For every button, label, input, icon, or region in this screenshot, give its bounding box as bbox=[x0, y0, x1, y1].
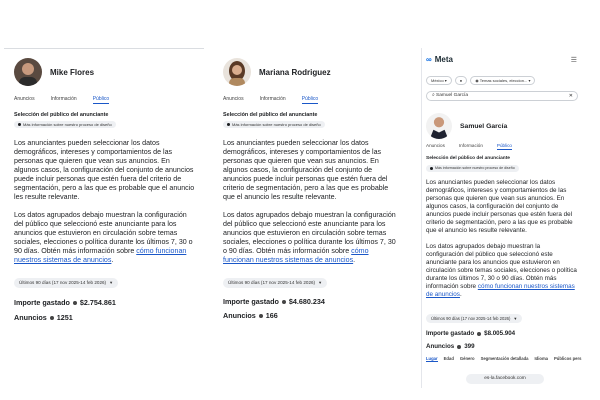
amount-spent-label: Importe gastado bbox=[14, 298, 70, 307]
tab-publico[interactable]: Público bbox=[496, 143, 512, 148]
tab-informacion[interactable]: Información bbox=[50, 96, 77, 102]
tab-segmentacion[interactable]: Segmentación detallada bbox=[480, 356, 529, 361]
ads-count bbox=[426, 343, 475, 350]
design-process-link[interactable] bbox=[14, 121, 116, 128]
amount-spent bbox=[14, 298, 116, 307]
aggregated-data-description bbox=[14, 211, 196, 265]
ads-count-label: Anuncios bbox=[14, 313, 47, 322]
avatar[interactable] bbox=[223, 58, 251, 86]
meta-logo-text: Meta bbox=[434, 55, 453, 64]
ads-count-label: Anuncios bbox=[223, 311, 256, 320]
aggregated-data-description bbox=[223, 211, 397, 265]
caret-down-icon: ▼ bbox=[109, 280, 114, 285]
badge-label: Más información sobre nuestro proceso de diseño bbox=[435, 166, 515, 170]
ads-count bbox=[223, 311, 278, 320]
tab-informacion[interactable]: Información bbox=[458, 143, 483, 148]
tab-edad[interactable]: Edad bbox=[443, 356, 454, 361]
ads-count-value: 399 bbox=[464, 343, 475, 350]
info-icon[interactable] bbox=[259, 314, 263, 318]
info-icon[interactable] bbox=[457, 345, 461, 349]
ads-count-label: Anuncios bbox=[426, 343, 455, 350]
period: . bbox=[353, 256, 356, 264]
info-icon bbox=[227, 123, 230, 126]
date-range-dropdown[interactable] bbox=[14, 278, 118, 288]
search-icon: ⌕ bbox=[432, 93, 435, 98]
section-title: Selección del público del anunciante bbox=[223, 112, 318, 118]
advertiser-panel-mike-flores bbox=[4, 48, 204, 338]
tab-bar bbox=[223, 96, 318, 104]
category-filter[interactable]: ◉ Temas sociales, eleccion... ▾ bbox=[470, 76, 535, 85]
advertiser-panel-samuel-garcia bbox=[421, 48, 583, 388]
aggregated-text: Los datos agrupados debajo muestran la configuración del público que seleccionó este anunciante para los anuncios que estuvieron en circulación sobre temas sociales, elecciones o política durante los últimos 7, 30 o 90 días. Obtén más información sobre bbox=[426, 243, 577, 290]
tab-bar bbox=[14, 96, 109, 104]
advertiser-name[interactable]: Samuel García bbox=[460, 122, 508, 130]
info-icon[interactable] bbox=[477, 332, 481, 336]
ads-count bbox=[14, 313, 73, 322]
date-range-dropdown[interactable] bbox=[426, 314, 522, 323]
design-process-link[interactable] bbox=[426, 165, 519, 172]
tab-publico[interactable]: Público bbox=[92, 96, 110, 102]
meta-infinity-icon: ∞ bbox=[426, 55, 432, 64]
info-icon bbox=[18, 123, 21, 126]
advertiser-name[interactable]: Mike Flores bbox=[50, 67, 95, 77]
ad-systems-link[interactable]: cómo funcionan nuestros sistemas de anuncios bbox=[426, 283, 575, 298]
tab-publico[interactable]: Público bbox=[301, 96, 319, 102]
tab-lugar[interactable]: Lugar bbox=[426, 356, 438, 361]
ad-systems-link[interactable]: cómo funcionan nuestros sistemas de anuncios bbox=[223, 247, 369, 264]
avatar[interactable] bbox=[14, 58, 42, 86]
info-icon[interactable] bbox=[282, 300, 286, 304]
audience-description: Los anunciantes pueden seleccionar los datos demográficos, intereses y comportamientos de las personas que quieren que vean sus anuncios. En algunos casos, la configuración del conjunto de anuncios puede incluir personas que estén fuera del criterio de segmentación, pero a las que es probable que el anuncio les resulte relevante. bbox=[223, 139, 389, 201]
tab-anuncios[interactable]: Anuncios bbox=[14, 96, 35, 102]
tab-idioma[interactable]: Idioma bbox=[534, 356, 548, 361]
audience-breakdown-tabs bbox=[426, 356, 581, 362]
tab-anuncios[interactable]: Anuncios bbox=[223, 96, 244, 102]
audience-description: Los anunciantes pueden seleccionar los datos demográficos, intereses y comportamientos de las personas que quieren que vean sus anuncios. En algunos casos, la configuración del conjunto de anuncios puede incluir personas que estén fuera del criterio de segmentación, pero a las que es probable que el anuncio les resulte relevante. bbox=[426, 179, 573, 234]
filter-bar bbox=[426, 76, 535, 85]
amount-spent-value: $8.005.904 bbox=[484, 330, 516, 337]
search-value: Samuel García bbox=[436, 93, 469, 98]
badge-label: Más información sobre nuestro proceso de diseño bbox=[23, 122, 112, 127]
date-range-label: Últimos 90 días (17 nov 2025-14 feb 2026) bbox=[431, 316, 511, 321]
advertiser-header bbox=[426, 108, 507, 144]
amount-spent-label: Importe gastado bbox=[426, 330, 475, 337]
info-icon[interactable] bbox=[73, 301, 77, 305]
tab-anuncios[interactable]: Anuncios bbox=[426, 143, 445, 148]
date-range-label: Últimos 90 días (17 nov 2025-14 feb 2026) bbox=[228, 280, 316, 285]
clear-icon[interactable]: ✕ bbox=[568, 93, 573, 99]
meta-logo[interactable] bbox=[426, 55, 453, 64]
tab-genero[interactable]: Género bbox=[459, 356, 475, 361]
section-title: Selección del público del anunciante bbox=[14, 112, 109, 118]
divider bbox=[4, 48, 204, 49]
amount-spent bbox=[426, 330, 515, 337]
advertiser-name[interactable]: Mariana Rodriguez bbox=[259, 67, 331, 77]
tab-informacion[interactable]: Información bbox=[259, 96, 286, 102]
menu-icon[interactable]: ☰ bbox=[570, 57, 577, 64]
ads-count-value: 1251 bbox=[56, 313, 73, 322]
ad-systems-link[interactable]: cómo funcionan nuestros sistemas de anuncios bbox=[14, 247, 187, 264]
search-input[interactable] bbox=[426, 91, 578, 101]
amount-spent-value: $2.754.861 bbox=[79, 298, 116, 307]
tab-publicos[interactable]: Públicos pers bbox=[554, 356, 582, 361]
country-filter[interactable]: México ▾ bbox=[426, 76, 452, 85]
aggregated-text: Los datos agrupados debajo muestran la configuración del público que seleccionó este anunciante para los anuncios que estuvieron en circulación sobre temas sociales, elecciones o política durante los últimos 7, 30 o 90 días. Obtén más información sobre bbox=[223, 211, 396, 255]
amount-spent-label: Importe gastado bbox=[223, 297, 279, 306]
advertiser-header bbox=[223, 54, 331, 90]
avatar[interactable] bbox=[426, 113, 452, 139]
ads-count-value: 166 bbox=[265, 311, 278, 320]
info-button[interactable]: ● bbox=[455, 76, 467, 85]
advertiser-panel-mariana-rodriguez bbox=[213, 48, 403, 338]
audience-description: Los anunciantes pueden seleccionar los datos demográficos, intereses y comportamientos de las personas que quieren que vean sus anuncios. En algunos casos, la configuración del conjunto de anuncios puede incluir personas que estén fuera del criterio de segmentación, pero a las que es probable que el anuncio les resulte relevante. bbox=[14, 139, 195, 201]
period: . bbox=[111, 256, 114, 264]
country-filter-label: México bbox=[431, 78, 444, 83]
advertiser-header bbox=[14, 54, 94, 90]
date-range-label: Últimos 90 días (17 nov 2025-14 feb 2026) bbox=[19, 280, 107, 285]
tab-bar bbox=[426, 143, 512, 150]
period: . bbox=[459, 291, 462, 298]
caret-down-icon: ▼ bbox=[318, 280, 323, 285]
caret-down-icon: ▼ bbox=[513, 316, 518, 321]
amount-spent bbox=[223, 297, 325, 306]
info-icon bbox=[430, 167, 433, 170]
category-filter-label: Temas sociales, eleccion... bbox=[479, 78, 528, 83]
browser-url-bar[interactable]: es-la.facebook.com bbox=[466, 374, 544, 384]
aggregated-text: Los datos agrupados debajo muestran la configuración del público que seleccionó este anunciante para los anuncios que estuvieron en circulación sobre temas sociales, elecciones o política durante los últimos 7, 30 o 90 días. Obtén más información sobre bbox=[14, 211, 193, 255]
amount-spent-value: $4.680.234 bbox=[288, 297, 325, 306]
megaphone-icon: ◉ bbox=[475, 78, 479, 83]
info-icon[interactable] bbox=[50, 316, 54, 320]
aggregated-data-description bbox=[426, 243, 578, 299]
design-process-link[interactable] bbox=[223, 121, 325, 128]
section-title: Selección del público del anunciante bbox=[426, 156, 510, 161]
date-range-dropdown[interactable] bbox=[223, 278, 327, 288]
badge-label: Más información sobre nuestro proceso de diseño bbox=[232, 122, 321, 127]
